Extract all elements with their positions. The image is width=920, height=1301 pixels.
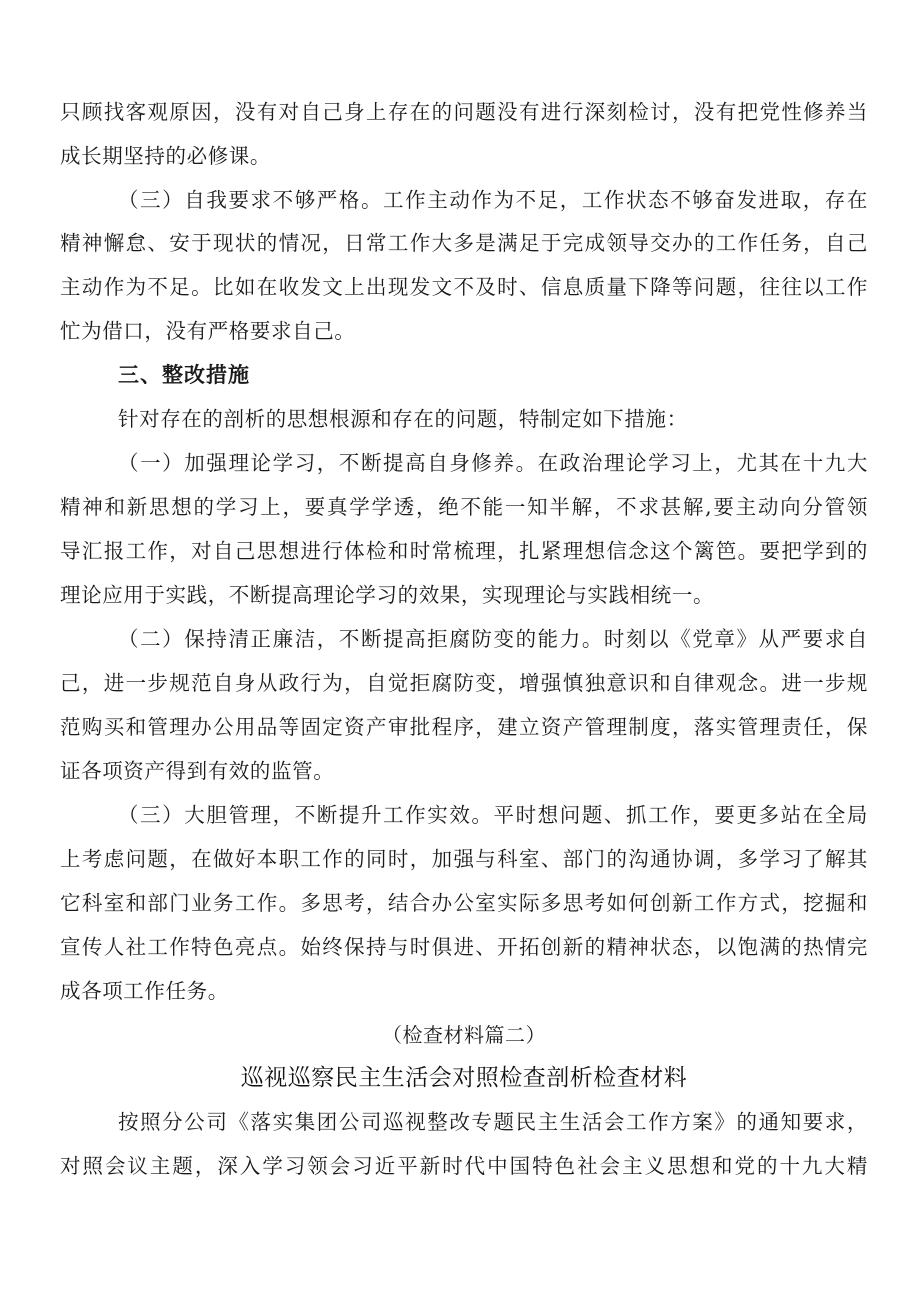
paragraph-line: 只顾找客观原因，没有对自己身上存在的问题没有进行深刻检讨，没有把党性修养当 [60,100,868,124]
paragraph-line: 成长期坚持的必修课。 [60,144,271,168]
paragraph-line: 证各项资产得到有效的监管。 [60,759,335,783]
paragraph-line: 宣传人社工作特色亮点。始终保持与时俱进、开拓创新的精神状态，以饱满的热情完 [60,935,868,959]
section-heading: 三、整改措施 [118,363,250,387]
paragraph-line: 上考虑问题，在做好本职工作的同时，加强与科室、部门的沟通协调，多学习了解其 [60,847,868,871]
section-subtitle: （检查材料篇二） [382,1023,546,1047]
paragraph-line: （三）自我要求不够严格。工作主动作为不足，工作状态不够奋发进取，存在 [118,188,868,212]
paragraph-line: （一）加强理论学习，不断提高自身修养。在政治理论学习上，尤其在十九大 [118,451,868,475]
paragraph-line: 精神和新思想的学习上，要真学学透，绝不能一知半解，不求甚解,要主动向分管领 [60,495,868,519]
paragraph-line: 精神懈怠、安于现状的情况，日常工作大多是满足于完成领导交办的工作任务，自己 [60,231,868,255]
paragraph-line: 导汇报工作，对自己思想进行体检和时常梳理，扎紧理想信念这个篱笆。要把学到的 [60,539,868,563]
paragraph-line: 理论应用于实践，不断提高理论学习的效果，实现理论与实践相统一。 [60,583,715,607]
paragraph-line: 针对存在的剖析的思想根源和存在的问题，特制定如下措施： [118,407,688,431]
paragraph-line: 它科室和部门业务工作。多思考，结合办公室实际多思考如何创新工作方式，挖掘和 [60,891,868,915]
paragraph-line: （二）保持清正廉洁，不断提高拒腐防变的能力。时刻以《党章》从严要求自 [118,627,868,651]
paragraph-line: 按照分公司《落实集团公司巡视整改专题民主生活会工作方案》的通知要求， [118,1110,868,1134]
paragraph-line: 忙为借口，没有严格要求自己。 [60,319,356,343]
paragraph-line: 成各项工作任务。 [60,979,229,1003]
document-title: 巡视巡察民主生活会对照检查剖析检查材料 [240,1065,688,1091]
paragraph-line: （三）大胆管理，不断提升工作实效。平时想问题、抓工作，要更多站在全局 [118,803,868,827]
paragraph-line: 己，进一步规范自身从政行为，自觉拒腐防变，增强慎独意识和自律观念。进一步规 [60,671,868,695]
paragraph-line: 对照会议主题，深入学习领会习近平新时代中国特色社会主义思想和党的十九大精 [60,1154,868,1178]
paragraph-line: 范购买和管理办公用品等固定资产审批程序，建立资产管理制度，落实管理责任，保 [60,715,868,739]
paragraph-line: 主动作为不足。比如在收发文上出现发文不及时、信息质量下降等问题，往往以工作 [60,275,868,299]
